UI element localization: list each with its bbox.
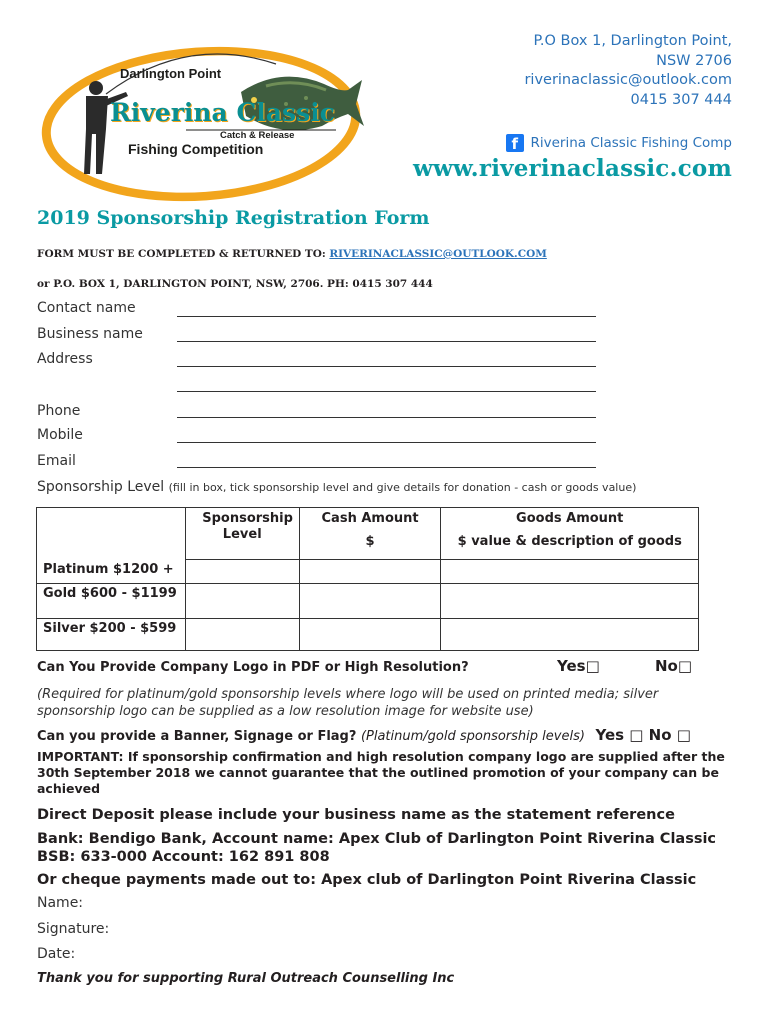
facebook-label: Riverina Classic Fishing Comp	[530, 135, 732, 151]
address-field-line-2[interactable]	[177, 391, 596, 392]
header-cash	[299, 508, 441, 560]
header-cash-label: Cash Amount	[321, 511, 419, 526]
silver-goods-cell[interactable]	[441, 619, 699, 651]
mobile-field[interactable]	[177, 442, 596, 443]
table-header-row	[37, 508, 699, 560]
mobile-label: Mobile	[37, 427, 83, 443]
return-instructions	[37, 248, 547, 260]
platinum-cash-cell[interactable]	[299, 560, 441, 584]
logo-main-text: Riverina Classic	[110, 98, 335, 127]
header-goods-label: Goods Amount	[516, 511, 624, 526]
facebook-icon	[506, 134, 524, 152]
header-level: Sponsorship Level	[185, 508, 299, 560]
silver-cash-cell[interactable]	[299, 619, 441, 651]
instruction-prefix: FORM MUST BE COMPLETED & RETURNED TO:	[37, 248, 330, 260]
thank-you-note: Thank you for supporting Rural Outreach Counselling Inc	[37, 971, 455, 986]
header-cash-unit: $	[365, 534, 375, 549]
silver-level-cell[interactable]	[185, 619, 299, 651]
phone-field[interactable]	[177, 417, 596, 418]
competition-logo	[36, 34, 366, 206]
logo-yes-checkbox[interactable]: Yes□	[557, 657, 600, 675]
postal-instructions: or P.O. BOX 1, DARLINGTON POINT, NSW, 2706. PH: 0415 307 444	[37, 278, 433, 290]
gold-cash-cell[interactable]	[299, 584, 441, 619]
table-row	[37, 619, 699, 651]
sponsorship-table	[36, 507, 699, 651]
platinum-goods-cell[interactable]	[441, 560, 699, 584]
email-label: Email	[37, 453, 76, 469]
bsb-account: BSB: 633-000 Account: 162 891 808	[37, 849, 330, 865]
logo-no-checkbox[interactable]: No□	[655, 657, 693, 675]
logo-bottom-text: Fishing Competition	[128, 141, 264, 157]
bank-details: Bank: Bendigo Bank, Account name: Apex Club of Darlington Point Riverina Classic	[37, 831, 717, 847]
contact-name-label: Contact name	[37, 300, 136, 316]
sponsorship-level-title: Sponsorship Level	[37, 479, 165, 495]
sponsorship-level-label	[37, 479, 636, 495]
name-label: Name:	[37, 895, 84, 911]
row-label-silver: Silver $200 - $599	[37, 619, 186, 651]
cheque-text: Or cheque payments made out to: Apex club of Darlington Point Riverina Classic	[37, 872, 697, 888]
row-label-gold: Gold $600 - $1199	[37, 584, 186, 619]
platinum-level-cell[interactable]	[185, 560, 299, 584]
phone-label: Phone	[37, 403, 81, 419]
header-goods-sub: $ value & description of goods	[457, 534, 682, 549]
header-goods	[441, 508, 699, 560]
table-row	[37, 584, 699, 619]
signature-label: Signature:	[37, 921, 110, 937]
header-blank	[37, 508, 186, 560]
logo-catch-text: Catch & Release	[220, 130, 295, 141]
important-notice: IMPORTANT: If sponsorship confirmation and high resolution company logo are supplied after the 30th September 2018 we cannot guarantee that the outlined promotion of your company can be achieved	[37, 749, 725, 796]
gold-goods-cell[interactable]	[441, 584, 699, 619]
address-field-line-1[interactable]	[177, 366, 596, 367]
contact-phone: 0415 307 444	[630, 91, 732, 108]
date-label: Date:	[37, 946, 76, 962]
banner-yes-no-checkboxes[interactable]: Yes □ No □	[595, 726, 691, 744]
website-link[interactable]: www.riverinaclassic.com	[413, 155, 732, 182]
row-label-platinum: Platinum $1200 +	[37, 560, 186, 584]
address-line-2: NSW 2706	[656, 52, 732, 69]
business-name-label: Business name	[37, 326, 143, 342]
table-row	[37, 560, 699, 584]
logo-question: Can You Provide Company Logo in PDF or High Resolution?	[37, 660, 469, 675]
banner-question-note: (Platinum/gold sponsorship levels)	[360, 729, 585, 744]
logo-top-text: Darlington Point	[120, 66, 222, 81]
address-label: Address	[37, 351, 93, 367]
return-email-link[interactable]: RIVERINACLASSIC@OUTLOOK.COM	[329, 248, 547, 260]
address-line-1: P.O Box 1, Darlington Point,	[533, 33, 732, 49]
contact-name-field[interactable]	[177, 316, 596, 317]
contact-block	[524, 32, 732, 110]
gold-level-cell[interactable]	[185, 584, 299, 619]
contact-email[interactable]: riverinaclassic@outlook.com	[524, 72, 732, 88]
direct-deposit-text: Direct Deposit please include your business name as the statement reference	[37, 807, 675, 823]
banner-question-text: Can you provide a Banner, Signage or Flag?	[37, 729, 357, 744]
sponsorship-level-note: (fill in box, tick sponsorship level and give details for donation - cash or goods value)	[168, 481, 637, 494]
form-title: 2019 Sponsorship Registration Form	[37, 207, 430, 229]
email-field[interactable]	[177, 467, 596, 468]
business-name-field[interactable]	[177, 341, 596, 342]
banner-question	[37, 726, 691, 744]
logo-requirement-note: (Required for platinum/gold sponsorship levels where logo will be used on printed media; silver sponsorship logo can be supplied as a low resolution image for website use)	[37, 687, 659, 719]
facebook-link[interactable]	[506, 134, 732, 152]
